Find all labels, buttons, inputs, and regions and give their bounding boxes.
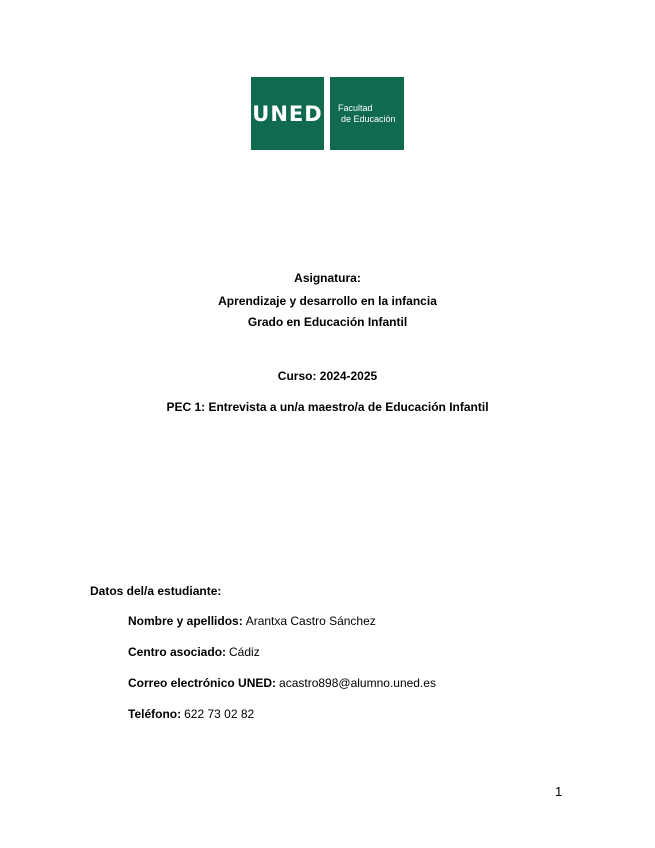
faculty-line-2: de Educación — [341, 113, 396, 124]
page-number: 1 — [555, 784, 563, 799]
field-value: Cádiz — [229, 645, 260, 659]
student-section-label: Datos del/a estudiante: — [90, 584, 222, 598]
field-label: Correo electrónico UNED: — [128, 676, 277, 690]
faculty-line-1: Facultad — [338, 102, 373, 113]
field-value: 622 73 02 82 — [184, 707, 255, 721]
field-value: Arantxa Castro Sánchez — [245, 614, 376, 628]
student-field-center — [128, 645, 260, 659]
field-value: acastro898@alumno.uned.es — [279, 676, 436, 690]
course-year: Curso: 2024-2025 — [277, 369, 378, 383]
student-section-title — [90, 584, 221, 598]
uned-logo — [251, 77, 404, 150]
student-field-phone — [128, 707, 254, 721]
subject-name: Aprendizaje y desarrollo en la infancia — [218, 294, 437, 308]
field-label: Nombre y apellidos: — [128, 614, 243, 628]
assignment-title: PEC 1: Entrevista a un/a maestro/a de Educación Infantil — [166, 400, 489, 414]
uned-logo-mark: UNED — [251, 77, 324, 150]
field-label: Teléfono: — [128, 707, 182, 721]
student-field-name — [128, 614, 376, 628]
subject-label: Asignatura: — [294, 271, 361, 285]
field-label: Centro asociado: — [128, 645, 227, 659]
degree-name: Grado en Educación Infantil — [247, 315, 408, 329]
student-field-email — [128, 676, 436, 690]
faculty-logo-text — [330, 77, 404, 150]
